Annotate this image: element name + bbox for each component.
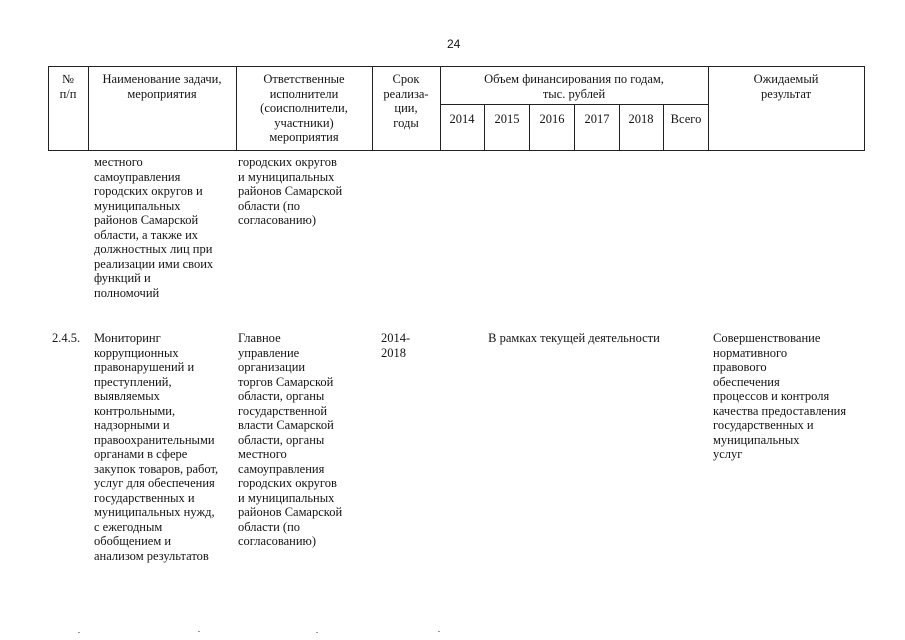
header-task: Наименование задачи, мероприятия <box>102 72 222 101</box>
row-task: Мониторинг коррупционных правонарушений и преступлений, выявляемых контрольными, надзорными и правоохранительными органами в сфере закупок товаров, работ, услуг для обеспечения государственных и муниципальных нужд, с ежегодным обобщением и анализом результатов <box>94 331 219 563</box>
row-executors: городских округов и муниципальных районов Самарской области (по согласованию) <box>238 155 343 227</box>
page-number: 24 <box>447 37 461 51</box>
scan-speck <box>198 631 200 632</box>
header-year-2018: 2018 <box>628 112 654 126</box>
header-year-2016: 2016 <box>539 112 565 126</box>
row-task: местного самоуправления городских округов и муниципальных районов Самарской области, а также их должностных лиц при реализации ими своих функций и полномочий <box>94 155 214 300</box>
header-year-2014: 2014 <box>449 112 475 126</box>
scan-speck <box>438 631 440 632</box>
row-term: 2014- 2018 <box>381 331 411 360</box>
header-top-border <box>48 66 865 67</box>
scan-speck <box>316 632 318 633</box>
row-funding: В рамках текущей деятельности <box>488 331 660 345</box>
row-executors: Главное управление организации торгов Самарской области, органы государственной власти Самарской области, органы местного самоуправления городских округов и муниципальных районов Самарской области (по согласованию) <box>238 331 343 548</box>
row-number: 2.4.5. <box>52 331 81 345</box>
header-funding: Объем финансирования по годам, тыс. рублей <box>484 72 664 101</box>
header-year-2017: 2017 <box>584 112 610 126</box>
header-result: Ожидаемый результат <box>753 72 819 101</box>
header-bottom-border <box>48 150 865 151</box>
col-border <box>864 66 865 151</box>
header-year-2015: 2015 <box>494 112 520 126</box>
header-term: Срок реализа- ции, годы <box>383 72 429 130</box>
header-num: № п/п <box>59 72 77 101</box>
scan-speck <box>78 632 80 633</box>
row-result: Совершенствование нормативного правового обеспечения процессов и контроля качества предоставления государственных и муниципальных услуг <box>713 331 847 461</box>
header-total: Всего <box>670 112 702 126</box>
header-executors: Ответственные исполнители (соисполнители, участники) мероприятия <box>260 72 348 144</box>
